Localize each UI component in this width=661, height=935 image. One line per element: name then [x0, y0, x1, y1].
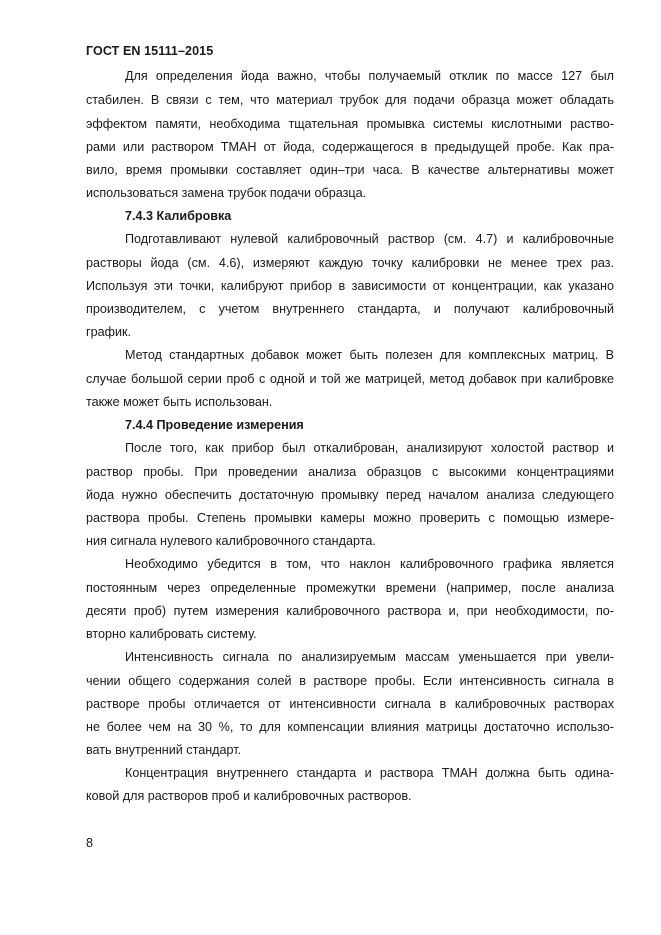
paragraph-line: растворы йода (см. 4.6), измеряют каждую точку калибровки не менее трех раз.: [86, 256, 614, 270]
paragraph-line: чении общего содержания солей в растворе пробы. Если интенсивность сигнала в: [86, 674, 614, 688]
standard-header: ГОСТ EN 15111–2015: [86, 44, 214, 58]
paragraph-line: постоянным через определенные промежутки времени (например, после анализа: [86, 581, 614, 595]
paragraph-line: рами или раствором ТМАН от йода, содержащегося в предыдущей пробе. Как пра-: [86, 140, 614, 154]
paragraph-line: Концентрация внутреннего стандарта и раствора ТМАН должна быть одина-: [125, 766, 614, 780]
paragraph-line: производителем, с учетом внутреннего стандарта, и получают калибровочный: [86, 302, 614, 316]
paragraph-line: Для определения йода важно, чтобы получаемый отклик по массе 127 был: [125, 69, 614, 83]
paragraph-line: После того, как прибор был откалиброван, анализируют холостой раствор и: [125, 441, 614, 455]
paragraph-line: ковой для растворов проб и калибровочных растворов.: [86, 789, 412, 803]
paragraph-line: ния сигнала нулевого калибровочного стандарта.: [86, 534, 376, 548]
paragraph-line: йода нужно обеспечить достаточную промывку перед началом анализа следующего: [86, 488, 614, 502]
page-number: 8: [86, 836, 94, 850]
paragraph-line: Необходимо убедится в том, что наклон калибровочного графика является: [125, 557, 614, 571]
paragraph-line: вторно калибровать систему.: [86, 627, 257, 641]
paragraph-line: использоваться замена трубок подачи образца.: [86, 186, 367, 200]
paragraph-line: Используя эти точки, калибруют прибор в зависимости от концентрации, как указано: [86, 279, 614, 293]
paragraph-line: стабилен. В связи с тем, что материал трубок для подачи образца может обладать: [86, 93, 614, 107]
paragraph-line: вило, время промывки составляет один–три часа. В качестве альтернативы может: [86, 163, 614, 177]
paragraph-line: десяти проб) путем измерения калибровочного раствора и, при необходимости, по-: [86, 604, 614, 618]
paragraph-line: эффектом памяти, необходима тщательная промывка системы кислотными раство-: [86, 117, 614, 131]
paragraph-line: Метод стандартных добавок может быть полезен для комплексных матриц. В: [125, 348, 614, 362]
paragraph-line: случае большой серии проб с одной и той же матрицей, метод добавок при калибровке: [86, 372, 614, 386]
paragraph-line: не более чем на 30 %, то для компенсации влияния матрицы достаточно использо-: [86, 720, 614, 734]
paragraph-line: раствор пробы. При проведении анализа образцов с высокими концентрациями: [86, 465, 614, 479]
paragraph-line: также может быть использован.: [86, 395, 273, 409]
paragraph-line: график.: [86, 325, 132, 339]
paragraph-line: Подготавливают нулевой калибровочный раствор (см. 4.7) и калибровочные: [125, 232, 614, 246]
section-heading-calibration: 7.4.3 Калибровка: [125, 209, 232, 223]
paragraph-line: вать внутренний стандарт.: [86, 743, 242, 757]
paragraph-line: раствора пробы. Степень промывки камеры можно проверить с помощью измере-: [86, 511, 614, 525]
section-heading-measurement: 7.4.4 Проведение измерения: [125, 418, 304, 432]
paragraph-line: растворе пробы отличается от интенсивности сигнала в калибровочных растворах: [86, 697, 614, 711]
paragraph-line: Интенсивность сигнала по анализируемым массам уменьшается при увели-: [125, 650, 614, 664]
